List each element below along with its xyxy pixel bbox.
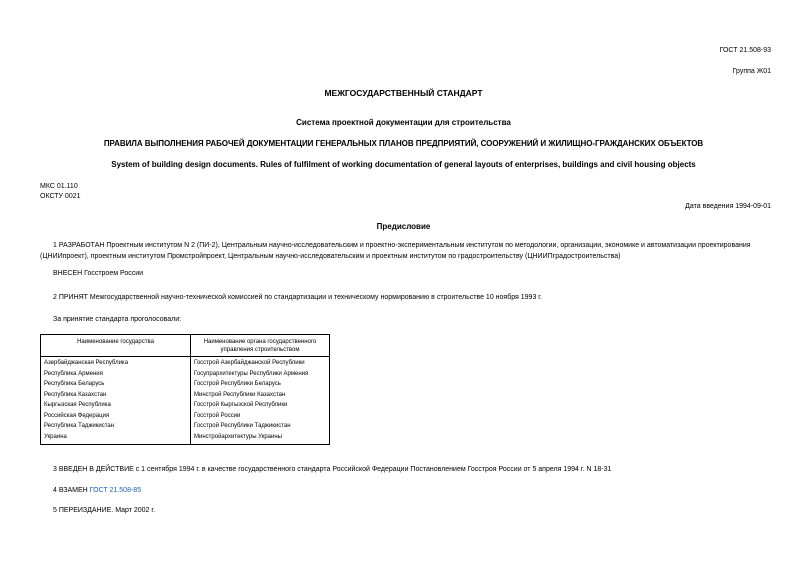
table-row — [41, 357, 330, 369]
table-cell-state: Российская Федерация — [41, 411, 191, 422]
rules-title-ru: ПРАВИЛА ВЫПОЛНЕНИЯ РАБОЧЕЙ ДОКУМЕНТАЦИИ ГЕНЕРАЛЬНЫХ ПЛАНОВ ПРЕДПРИЯТИЙ, СООРУЖЕНИЙ И ЖИЛИЩНО-ГРАЖДАНСКИХ ОБЪЕКТОВ — [103, 139, 704, 148]
table-cell-state: Республика Таджикистан — [41, 421, 191, 432]
preface-paragraph-reissue: 5 ПЕРЕИЗДАНИЕ. Март 2002 г. — [53, 507, 156, 514]
preface-paragraph-introduced: ВНЕСЕН Госстроем России — [53, 270, 144, 277]
system-title-ru: Система проектной документации для строительства — [296, 118, 511, 127]
table-cell-authority: Минстройархитектуры Украины — [194, 433, 282, 440]
table-header-authority: Наименование органа государственного управления строительством — [191, 335, 330, 357]
document-code: ГОСТ 21.508-93 — [719, 47, 771, 54]
table-row — [41, 421, 330, 432]
table-cell-authority: Госстрой России — [194, 412, 241, 419]
preface-paragraph-adopted: 2 ПРИНЯТ Межгосударственной научно-технической комиссией по стандартизации и техническому нормированию в строительстве 10 ноября 1993 г. — [53, 294, 542, 301]
table-cell-state: Республика Армения — [41, 369, 191, 380]
preface-paragraph-replaces — [53, 485, 141, 496]
mks-code: МКС 01.110 — [40, 183, 78, 190]
preface-paragraph-enacted: 3 ВВЕДЕН В ДЕЙСТВИЕ с 1 сентября 1994 г. в качестве государственного стандарта Российской Федерации Постановлением Госстроя России от 5 апреля 1994 г. N 18-31 — [53, 466, 612, 473]
preface-paragraph-developed: 1 РАЗРАБОТАН Проектным институтом N 2 (ПИ-2), Центральным научно-исследовательским и проектно-экспериментальным институтом по методологии, организации, экономике и автоматизации проектирования (ЦНИИпроект), проектным институтом Промстройпроект, Центральным научно-исследовательским и проектным институтом по градостроительству (ЦНИИПградостроительства) — [40, 242, 751, 260]
introduction-date: Дата введения 1994-09-01 — [685, 203, 771, 210]
table-header-row — [41, 335, 330, 357]
replaced-standard-link[interactable]: ГОСТ 21.508-85 — [89, 487, 142, 494]
table-row — [41, 411, 330, 422]
table-cell-authority: Минстрой Республики Казахстан — [194, 391, 286, 398]
table-cell-state: Украина — [41, 432, 191, 445]
table-header-state: Наименование государства — [41, 335, 191, 357]
preface-heading: Предисловие — [376, 222, 431, 231]
table-cell-state: Республика Казахстан — [41, 390, 191, 401]
table-row — [41, 400, 330, 411]
table-cell-authority: Госупрархитектуры Республики Армения — [194, 370, 309, 377]
table-cell-authority: Госстрой Азербайджанской Республики — [194, 360, 305, 366]
replaces-prefix: 4 ВЗАМЕН — [53, 487, 90, 494]
table-cell-authority: Госстрой Кыргызской Республики — [194, 402, 288, 408]
voting-states-table — [40, 334, 330, 445]
table-cell-authority: Госстрой Республики Беларусь — [194, 381, 281, 387]
table-cell-state: Кыргызская Республика — [41, 400, 191, 411]
table-cell-authority: Госстрой Республики Таджикистан — [194, 423, 291, 429]
table-row — [41, 390, 330, 401]
preface-paragraph-voted: За принятие стандарта проголосовали: — [53, 316, 182, 323]
table-cell-state: Республика Беларусь — [41, 379, 191, 390]
table-cell-state: Азербайджанская Республика — [41, 357, 191, 369]
table-row — [41, 379, 330, 390]
table-row — [41, 369, 330, 380]
okstu-code: ОКСТУ 0021 — [40, 193, 81, 200]
document-group: Группа Ж01 — [732, 68, 771, 75]
standard-type-heading: МЕЖГОСУДАРСТВЕННЫЙ СТАНДАРТ — [324, 88, 483, 98]
system-title-en: System of building design documents. Rules of fulfilment of working documentation of general layouts of enterprises, buildings and civil housing objects — [111, 160, 696, 169]
table-row — [41, 432, 330, 445]
